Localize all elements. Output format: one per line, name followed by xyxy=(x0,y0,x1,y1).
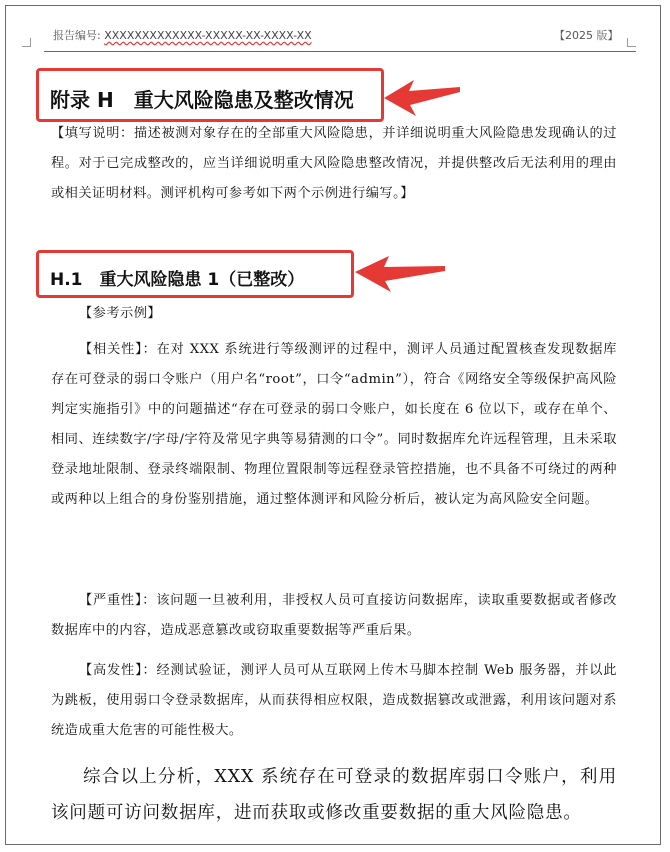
version-label: 【2025 版】 xyxy=(554,29,619,42)
relevance-paragraph: 【相关性】：在对 XXX 系统进行等级测评的过程中，测评人员通过配置核查发现数据库存在可登录的弱口令账户（用户名“root”，口令“admin”），符合《网络安全等级保护高风险判定实施指引》中的问题描述“存在可登录的弱口令账户，如长度在 6 位以下，或存在单个、相同、连续数字/字母/字符及常见字典等易猜测的口令”。同时数据库允许远程管理，且未采取登录地址限制、登录终端限制、物理位置限制等远程登录管控措施，也不具备不可绕过的两种或两种以上组合的身份鉴别措施，通过整体测评和风险分析后，被认定为高风险安全问题。 xyxy=(51,342,617,507)
pointer-arrow-icon xyxy=(380,78,462,118)
header-rule xyxy=(44,51,636,52)
page-corner-mark-right xyxy=(627,38,636,47)
severity-paragraph: 【严重性】：该问题一旦被利用，非授权人员可直接访问数据库，读取重要数据或者修改数据库中的内容，造成恶意篡改或窃取重要数据等严重后果。 xyxy=(51,593,617,638)
appendix-title: 附录 H 重大风险隐患及整改情况 xyxy=(50,88,354,112)
section-title: H.1 重大风险隐患 1（已整改） xyxy=(50,270,305,290)
pointer-arrow-icon xyxy=(351,255,447,295)
report-number-label: 报告编号: xyxy=(53,29,101,42)
page-corner-mark-left xyxy=(22,38,31,47)
fill-instruction: 【填写说明：描述被测对象存在的全部重大风险隐患，并详细说明重大风险隐患发现确认的过程。对于已完成整改的，应当详细说明重大风险隐患整改情况，并提供整改后无法利用的理由或相关证明材料。测评机构可参考如下两个示例进行编写。】 xyxy=(51,126,617,201)
summary-paragraph: 综合以上分析，XXX 系统存在可登录的数据库弱口令账户，利用该问题可访问数据库，进而获取或修改重要数据的重大风险隐患。 xyxy=(51,767,617,823)
reference-example-label: 【参考示例】 xyxy=(79,306,162,321)
report-number xyxy=(53,27,312,43)
report-number-value: XXXXXXXXXXXXX-XXXXX-XX-XXXX-XX xyxy=(104,29,312,42)
frequency-paragraph: 【高发性】：经测试验证，测评人员可从互联网上传木马脚本控制 Web 服务器，并以此为跳板，使用弱口令登录数据库，从而获得相应权限，造成数据篡改或泄露，利用该问题对系统造成重大危害的可能性极大。 xyxy=(51,663,617,738)
